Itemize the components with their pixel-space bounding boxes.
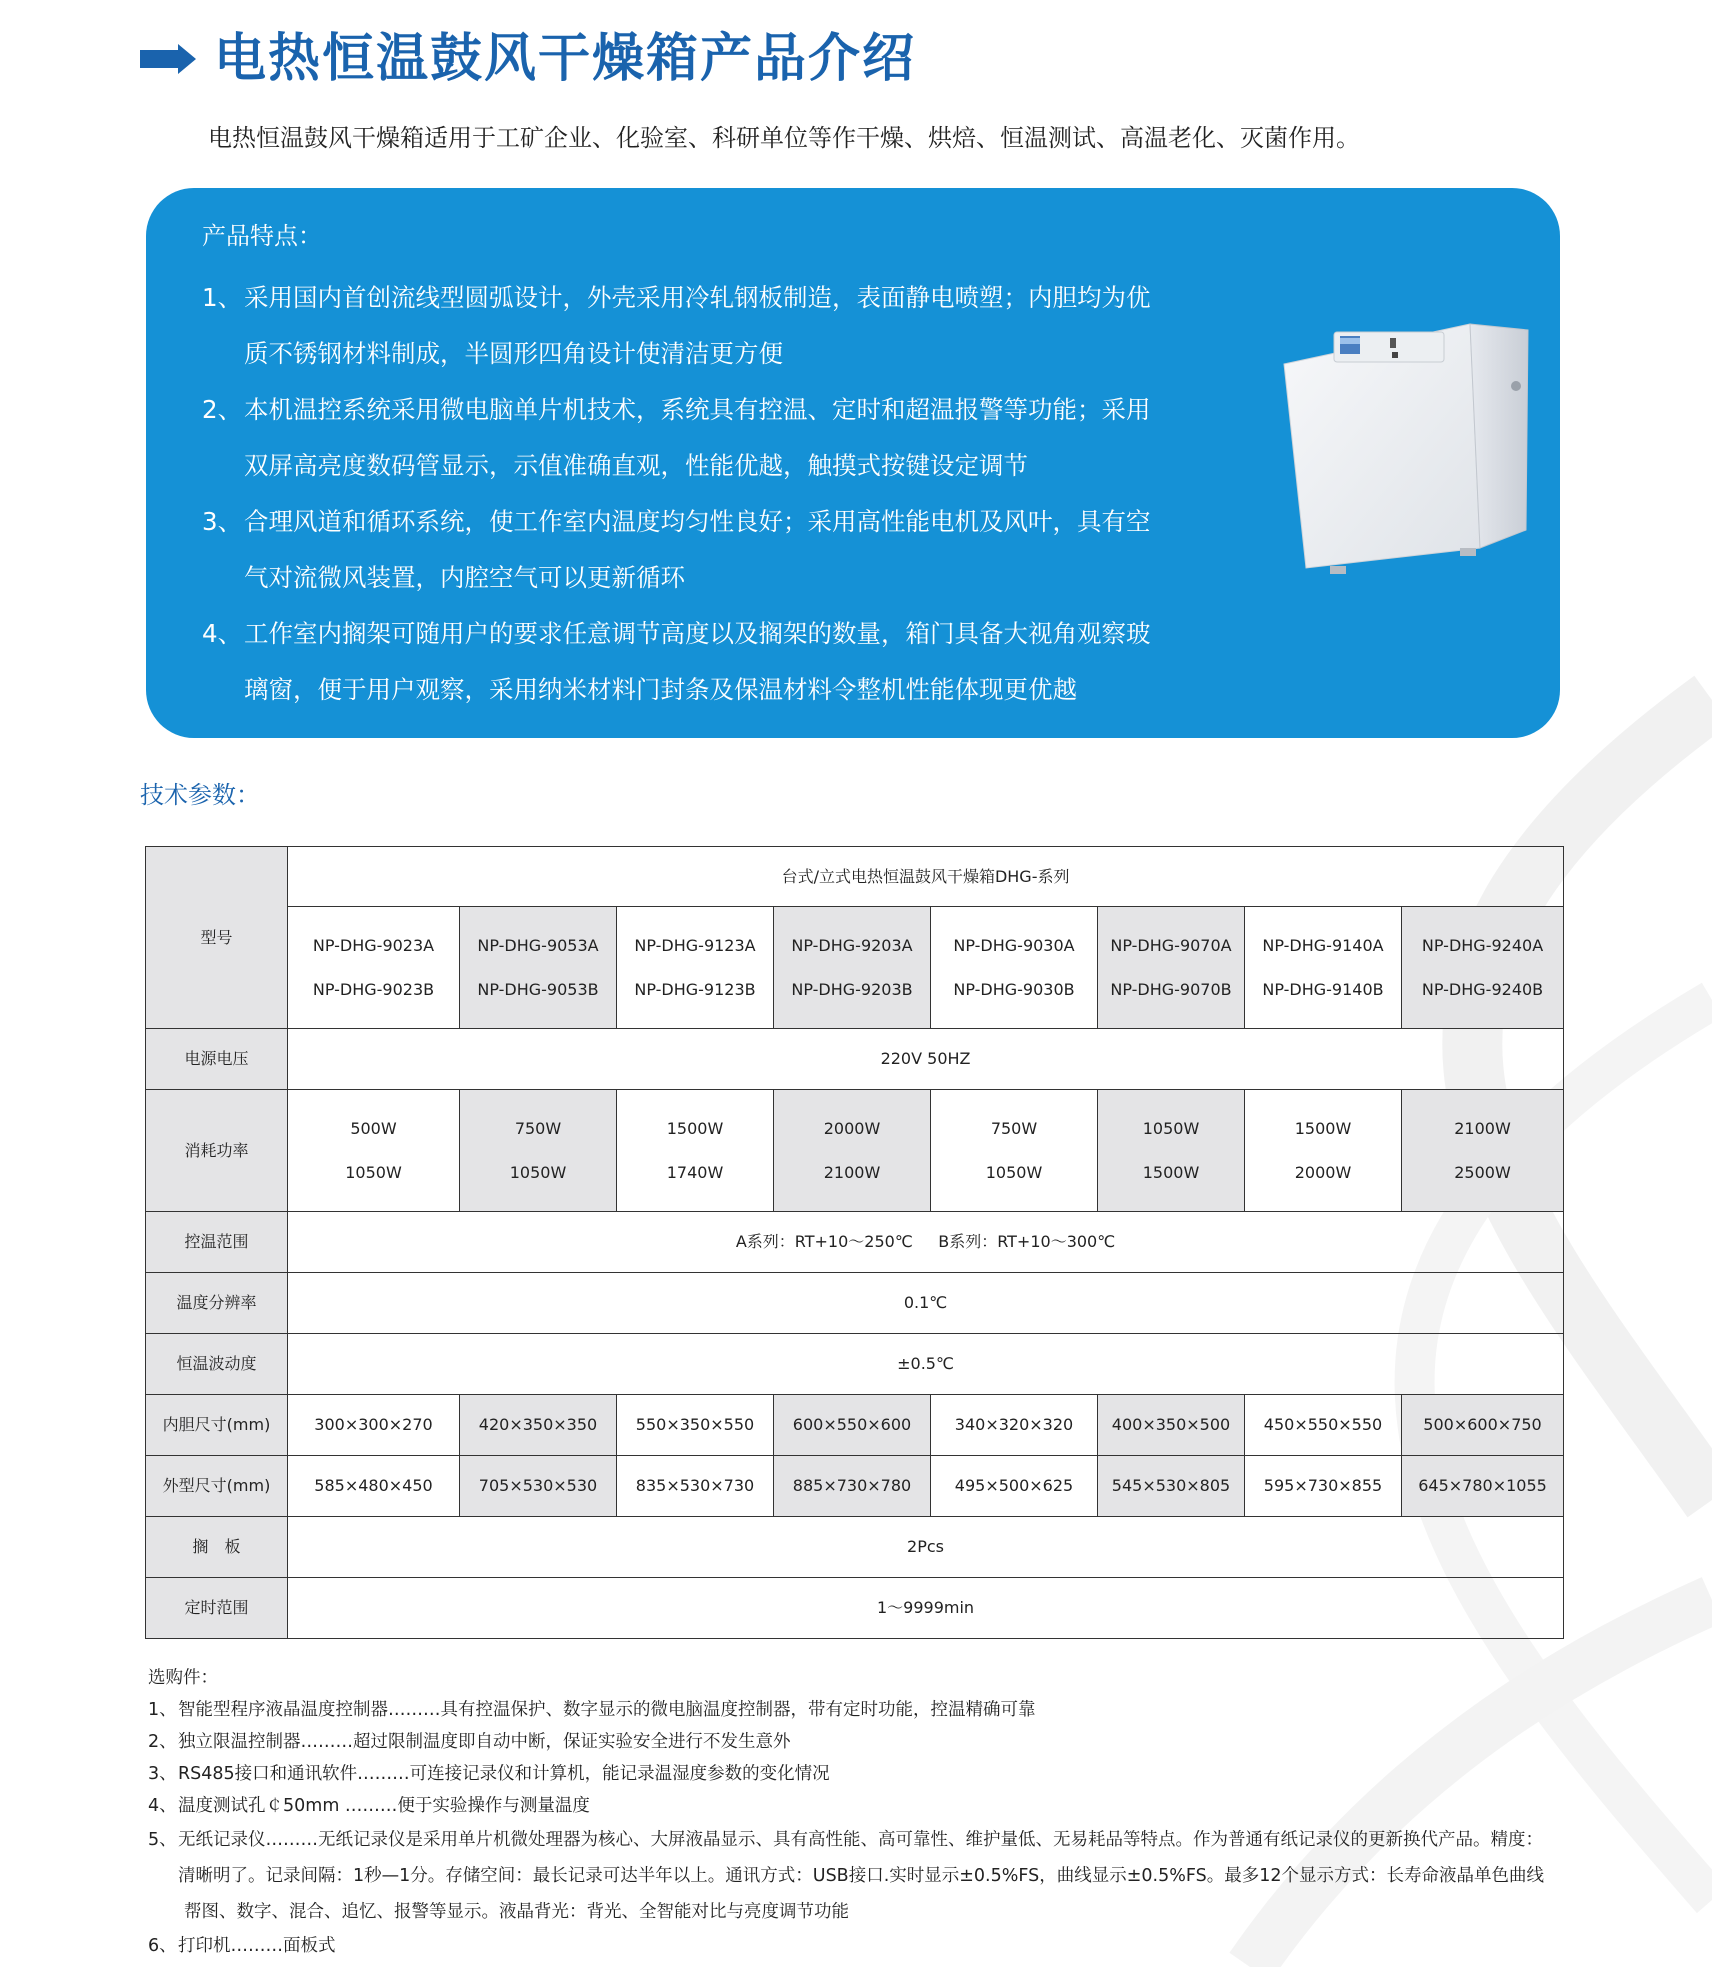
row-label-inner: 内胆尺寸(mm) bbox=[146, 1395, 288, 1456]
shelf-value: 2Pcs bbox=[288, 1517, 1564, 1578]
power-cell: 500W 1050W bbox=[288, 1090, 460, 1212]
option-item: 5、 无纸记录仪………无纸记录仪是采用单片机微处理器为核心、大屏液晶显示、具有高性能、高可靠性、维护量低、无易耗品等特点。作为普通有纸记录仪的更新换代产品。精度： 清晰明了。记录间隔：1秒—1分。存储空间：最长记录可达半年以上。通讯方式：USB接口.实时显示±0.5%FS，曲线显示±0.5%FS。最多12个显示方式：长寿命液晶单色曲线 帮图、数字、混合、追忆、报警等显示。液晶背光：背光、全智能对比与亮度调节功能 bbox=[148, 1830, 1544, 1922]
power-cell: 2000W 2100W bbox=[774, 1090, 931, 1212]
feature-line: 工作室内搁架可随用户的要求任意调节高度以及搁架的数量，箱门具备大视角观察玻 bbox=[244, 619, 1151, 648]
drying-oven-image bbox=[1270, 316, 1560, 606]
row-label-temp-range: 控温范围 bbox=[146, 1212, 288, 1273]
feature-line: 璃窗，便于用户观察，采用纳米材料门封条及保温材料令整机性能体现更优越 bbox=[244, 675, 1077, 704]
options-section bbox=[148, 1662, 1568, 1962]
row-label-resolution: 温度分辨率 bbox=[146, 1273, 288, 1334]
power-cell: 1050W 1500W bbox=[1098, 1090, 1245, 1212]
row-label-power: 消耗功率 bbox=[146, 1090, 288, 1212]
outer-size-cell: 885×730×780 bbox=[774, 1456, 931, 1517]
feature-heading: 产品特点： bbox=[202, 222, 322, 250]
model-cell: NP-DHG-9140A NP-DHG-9140B bbox=[1245, 907, 1402, 1029]
feature-line: 本机温控系统采用微电脑单片机技术，系统具有控温、定时和超温报警等功能；采用 bbox=[244, 395, 1151, 424]
outer-size-cell: 595×730×855 bbox=[1245, 1456, 1402, 1517]
feature-item bbox=[202, 382, 1242, 494]
inner-size-cell: 450×550×550 bbox=[1245, 1395, 1402, 1456]
outer-size-cell: 645×780×1055 bbox=[1402, 1456, 1564, 1517]
model-cell: NP-DHG-9023A NP-DHG-9023B bbox=[288, 907, 460, 1029]
model-cell: NP-DHG-9053A NP-DHG-9053B bbox=[460, 907, 617, 1029]
inner-size-cell: 550×350×550 bbox=[617, 1395, 774, 1456]
temp-range-value: A系列：RT+10～250℃ B系列：RT+10～300℃ bbox=[288, 1212, 1564, 1273]
power-cell: 2100W 2500W bbox=[1402, 1090, 1564, 1212]
outer-size-cell: 835×530×730 bbox=[617, 1456, 774, 1517]
inner-size-cell: 600×550×600 bbox=[774, 1395, 931, 1456]
voltage-value: 220V 50HZ bbox=[288, 1029, 1564, 1090]
timer-value: 1～9999min bbox=[288, 1578, 1564, 1639]
model-cell: NP-DHG-9203A NP-DHG-9203B bbox=[774, 907, 931, 1029]
options-title: 选购件： bbox=[148, 1668, 218, 1688]
option-item: 3、 RS485接口和通讯软件………可连接记录仪和计算机，能记录温湿度参数的变化情况 bbox=[148, 1764, 830, 1784]
arrow-icon bbox=[138, 44, 196, 74]
option-item: 1、 智能型程序液晶温度控制器………具有控温保护、数字显示的微电脑温度控制器，带有定时功能，控温精确可靠 bbox=[148, 1700, 1036, 1720]
intro-text: 电热恒温鼓风干燥箱适用于工矿企业、化验室、科研单位等作干燥、烘焙、恒温测试、高温老化、灭菌作用。 bbox=[208, 124, 1360, 152]
feature-number: 4、 bbox=[202, 619, 243, 648]
feature-panel bbox=[146, 188, 1560, 738]
inner-size-cell: 300×300×270 bbox=[288, 1395, 460, 1456]
params-heading: 技术参数： bbox=[140, 781, 260, 809]
row-label-voltage: 电源电压 bbox=[146, 1029, 288, 1090]
feature-number: 1、 bbox=[202, 283, 243, 312]
power-cell: 1500W 1740W bbox=[617, 1090, 774, 1212]
series-title: 台式/立式电热恒温鼓风干燥箱DHG-系列 bbox=[288, 847, 1564, 907]
option-item: 4、 温度测试孔￠50mm ………便于实验操作与测量温度 bbox=[148, 1796, 590, 1816]
outer-size-cell: 545×530×805 bbox=[1098, 1456, 1245, 1517]
model-cell: NP-DHG-9123A NP-DHG-9123B bbox=[617, 907, 774, 1029]
power-cell: 750W 1050W bbox=[931, 1090, 1098, 1212]
row-label-fluctuation: 恒温波动度 bbox=[146, 1334, 288, 1395]
feature-line: 采用国内首创流线型圆弧设计，外壳采用冷轧钢板制造，表面静电喷塑；内胆均为优 bbox=[244, 283, 1151, 312]
title-row bbox=[138, 24, 916, 94]
inner-size-cell: 400×350×500 bbox=[1098, 1395, 1245, 1456]
page-title: 电热恒温鼓风干燥箱产品介绍 bbox=[214, 29, 917, 89]
power-cell: 750W 1050W bbox=[460, 1090, 617, 1212]
row-label-model: 型号 bbox=[146, 847, 288, 1029]
spec-table bbox=[145, 846, 1564, 1639]
feature-line: 合理风道和循环系统，使工作室内温度均匀性良好；采用高性能电机及风叶，具有空 bbox=[244, 507, 1151, 536]
inner-size-cell: 420×350×350 bbox=[460, 1395, 617, 1456]
feature-item bbox=[202, 494, 1242, 606]
feature-number: 3、 bbox=[202, 507, 243, 536]
row-label-outer: 外型尺寸(mm) bbox=[146, 1456, 288, 1517]
feature-item bbox=[202, 270, 1242, 382]
resolution-value: 0.1℃ bbox=[288, 1273, 1564, 1334]
row-label-timer: 定时范围 bbox=[146, 1578, 288, 1639]
feature-item bbox=[202, 606, 1242, 718]
model-cell: NP-DHG-9240A NP-DHG-9240B bbox=[1402, 907, 1564, 1029]
inner-size-cell: 500×600×750 bbox=[1402, 1395, 1564, 1456]
option-item: 6、 打印机………面板式 bbox=[148, 1936, 336, 1956]
feature-line: 气对流微风装置，内腔空气可以更新循环 bbox=[244, 563, 685, 592]
inner-size-cell: 340×320×320 bbox=[931, 1395, 1098, 1456]
model-cell: NP-DHG-9030A NP-DHG-9030B bbox=[931, 907, 1098, 1029]
feature-list bbox=[202, 270, 1242, 718]
row-label-shelf: 搁 板 bbox=[146, 1517, 288, 1578]
feature-number: 2、 bbox=[202, 395, 243, 424]
option-item: 2、 独立限温控制器………超过限制温度即自动中断，保证实验安全进行不发生意外 bbox=[148, 1732, 791, 1752]
fluctuation-value: ±0.5℃ bbox=[288, 1334, 1564, 1395]
outer-size-cell: 705×530×530 bbox=[460, 1456, 617, 1517]
power-cell: 1500W 2000W bbox=[1245, 1090, 1402, 1212]
feature-line: 质不锈钢材料制成，半圆形四角设计使清洁更方便 bbox=[244, 339, 783, 368]
outer-size-cell: 495×500×625 bbox=[931, 1456, 1098, 1517]
outer-size-cell: 585×480×450 bbox=[288, 1456, 460, 1517]
model-cell: NP-DHG-9070A NP-DHG-9070B bbox=[1098, 907, 1245, 1029]
feature-line: 双屏高亮度数码管显示，示值准确直观，性能优越，触摸式按键设定调节 bbox=[244, 451, 1028, 480]
